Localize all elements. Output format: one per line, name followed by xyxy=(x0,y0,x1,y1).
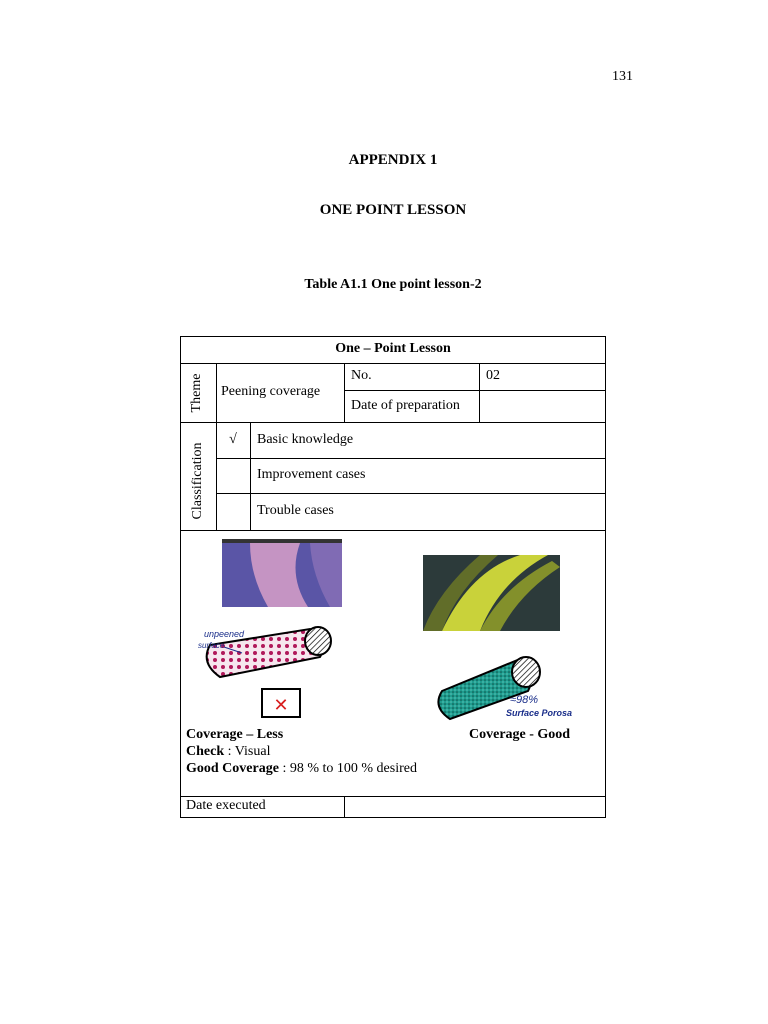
coverage-good-label: Coverage - Good xyxy=(469,727,571,742)
divider xyxy=(180,363,606,364)
class-label-trouble: Trouble cases xyxy=(257,503,334,518)
good-coverage-line xyxy=(186,761,417,777)
divider xyxy=(216,458,606,459)
class-mark: √ xyxy=(229,432,237,447)
no-label: No. xyxy=(351,368,372,383)
unpeened-note: unpeened xyxy=(204,629,245,639)
theme-value: Peening coverage xyxy=(221,384,321,399)
surface-note: surface xyxy=(198,641,225,650)
table-caption: Table A1.1 One point lesson-2 xyxy=(304,277,482,292)
class-label-basic: Basic knowledge xyxy=(257,432,354,447)
divider xyxy=(344,363,345,422)
date-executed-label: Date executed xyxy=(186,798,266,813)
reject-icon xyxy=(262,689,300,717)
divider xyxy=(180,796,606,797)
photo-low-coverage xyxy=(222,539,342,607)
no-value: 02 xyxy=(486,368,500,383)
coverage-less-label: Coverage – Less xyxy=(186,727,284,742)
divider xyxy=(344,796,345,817)
good-coverage-label: Good Coverage xyxy=(186,761,279,776)
check-line xyxy=(186,744,270,760)
divider xyxy=(180,422,606,423)
divider xyxy=(216,493,606,494)
section-title: ONE POINT LESSON xyxy=(319,202,467,218)
page-number: 131 xyxy=(612,69,633,84)
check-value: : Visual xyxy=(224,744,271,759)
classification-label: Classification xyxy=(190,442,205,520)
theme-label: Theme xyxy=(189,373,204,413)
photo-good-coverage xyxy=(423,555,560,631)
check-label: Check xyxy=(186,744,225,759)
illustration xyxy=(180,531,606,731)
divider xyxy=(479,363,480,422)
sketch-peened-tube xyxy=(438,657,572,719)
reject-x: ✕ xyxy=(273,695,289,716)
date-preparation-label: Date of preparation xyxy=(351,398,460,413)
class-label-improvement: Improvement cases xyxy=(257,467,366,482)
appendix-title: APPENDIX 1 xyxy=(348,152,438,168)
coverage-note: ≈98% xyxy=(510,694,539,706)
table-header: One – Point Lesson xyxy=(335,341,451,356)
divider xyxy=(344,390,606,391)
divider xyxy=(250,422,251,530)
surface-porosa-note: Surface Porosa xyxy=(506,708,573,718)
sketch-unpeened-tube xyxy=(198,627,331,677)
good-coverage-value: : 98 % to 100 % desired xyxy=(278,761,417,776)
